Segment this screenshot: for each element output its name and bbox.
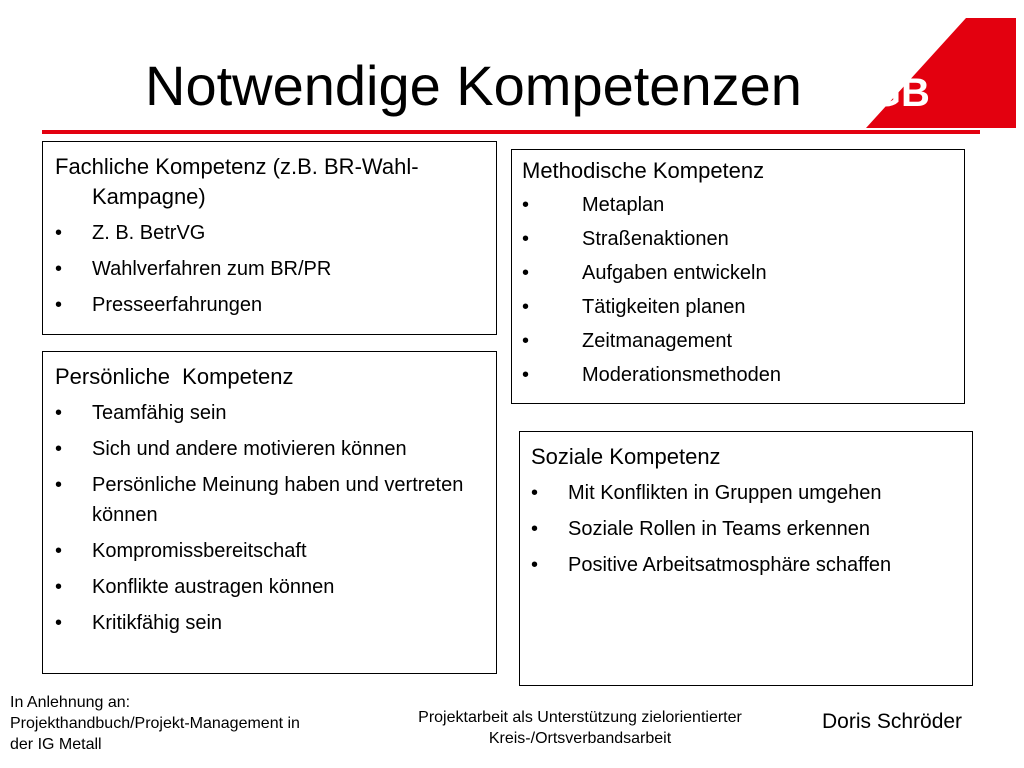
list-item <box>55 536 484 566</box>
list-item <box>531 550 960 580</box>
list-item-text: Positive Arbeitsatmosphäre schaffen <box>568 554 892 576</box>
bullet-icon: • <box>522 296 530 318</box>
bullet-icon: • <box>531 518 539 540</box>
footer-author: Doris Schröder <box>822 710 963 733</box>
bullet-list <box>55 218 484 320</box>
bullet-icon: • <box>531 482 539 504</box>
list-item-text: Straßenaktionen <box>582 228 729 250</box>
bullet-icon: • <box>522 364 530 386</box>
list-item <box>55 434 484 464</box>
bullet-icon: • <box>522 330 530 352</box>
list-item-text: Zeitmanagement <box>582 330 733 352</box>
box-heading: Methodische Kompetenz <box>522 158 765 183</box>
list-item <box>55 254 484 284</box>
bullet-icon: • <box>55 576 63 598</box>
list-item-text: Kompromissbereitschaft <box>92 540 307 562</box>
bullet-icon: • <box>522 194 530 216</box>
list-item-text: Sich und andere motivieren können <box>92 438 407 460</box>
list-item-text: Mit Konflikten in Gruppen umgehen <box>568 482 882 504</box>
bullet-icon: • <box>55 474 63 496</box>
list-item-text: Aufgaben entwickeln <box>582 262 767 284</box>
bullet-icon: • <box>55 222 63 244</box>
box-heading-text: Fachliche Kompetenz (z.B. BR-Wahl-Kampagne) <box>55 154 419 209</box>
fachliche-kompetenz-box <box>42 141 497 335</box>
list-item <box>522 326 952 356</box>
footer-source: In Anlehnung an: Projekthandbuch/Projekt-Management in der IG Metall <box>10 694 300 753</box>
list-item-text: Presseerfahrungen <box>92 294 263 316</box>
list-item <box>522 190 952 220</box>
list-item-text: Soziale Rollen in Teams erkennen <box>568 518 871 540</box>
list-item-text: Kritikfähig sein <box>92 612 223 634</box>
bullet-icon: • <box>55 294 63 316</box>
dgb-logo-text: DGB <box>841 71 930 115</box>
list-item <box>55 218 484 248</box>
box-heading <box>55 152 484 212</box>
list-item-text: Teamfähig sein <box>92 402 227 424</box>
footer-project: Projektarbeit als Unterstützung zielorientierter Kreis-/Ortsverbandsarbeit <box>418 709 742 747</box>
list-item <box>531 478 960 508</box>
bullet-icon: • <box>55 438 63 460</box>
persoenliche-kompetenz-box <box>42 351 497 674</box>
dgb-logo <box>816 18 1016 128</box>
list-item-text: Z. B. BetrVG <box>92 222 206 244</box>
list-item-text: Moderationsmethoden <box>582 364 782 386</box>
bullet-icon: • <box>55 258 63 280</box>
list-item <box>522 360 952 390</box>
list-item-text: Konflikte austragen können <box>92 576 335 598</box>
list-item <box>55 398 484 428</box>
soziale-kompetenz-box <box>519 431 973 686</box>
list-item <box>55 572 484 602</box>
box-heading: Soziale Kompetenz <box>531 444 721 469</box>
list-item-text: Metaplan <box>582 194 665 216</box>
bullet-list <box>522 190 952 390</box>
bullet-icon: • <box>522 262 530 284</box>
list-item <box>531 514 960 544</box>
bullet-icon: • <box>55 612 63 634</box>
page-title: Notwendige Kompetenzen <box>145 54 802 117</box>
bullet-icon: • <box>531 554 539 576</box>
bullet-icon: • <box>55 402 63 424</box>
list-item <box>522 292 952 322</box>
list-item <box>55 290 484 320</box>
list-item <box>522 258 952 288</box>
list-item <box>522 224 952 254</box>
box-heading: Persönliche Kompetenz <box>55 364 294 389</box>
list-item <box>55 470 484 530</box>
list-item-text: Tätigkeiten planen <box>582 296 746 318</box>
list-item-text: Persönliche Meinung haben und vertreten können <box>92 474 464 526</box>
bullet-icon: • <box>522 228 530 250</box>
list-item-text: Wahlverfahren zum BR/PR <box>92 258 332 280</box>
bullet-icon: • <box>55 540 63 562</box>
bullet-list <box>531 478 960 580</box>
list-item <box>55 608 484 638</box>
bullet-list <box>55 398 484 638</box>
title-divider <box>42 130 980 134</box>
methodische-kompetenz-box <box>511 149 965 404</box>
